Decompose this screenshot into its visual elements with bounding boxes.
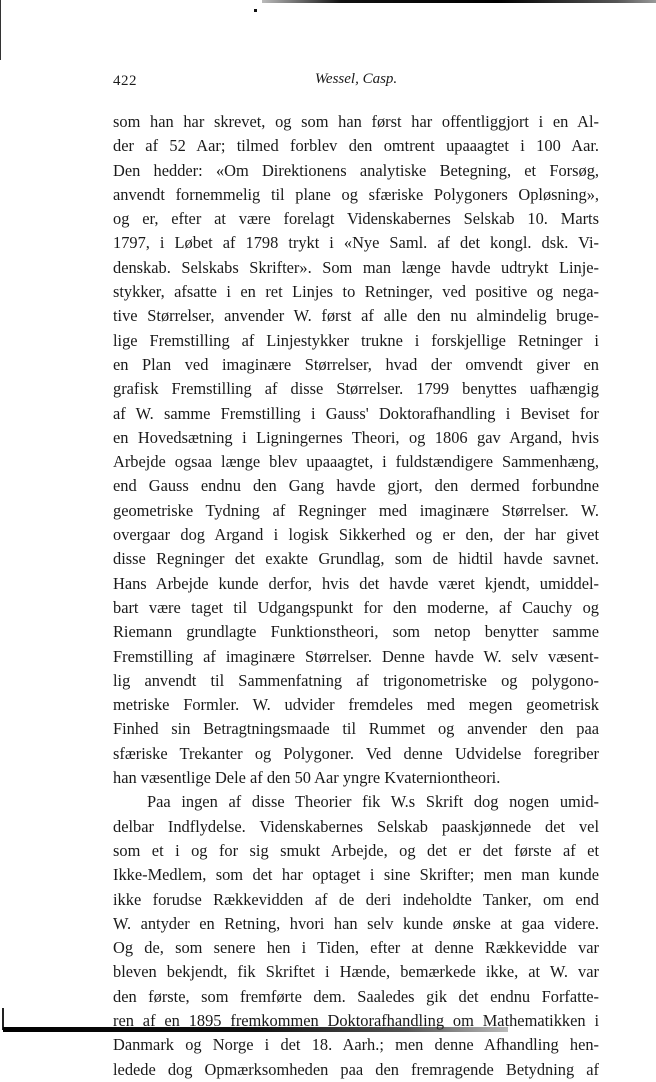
body-text: [113, 110, 599, 1082]
text-line: Riemann grundlagte Funktionstheori, som netop benytter samme: [113, 622, 599, 642]
page-header: [113, 73, 599, 97]
text-line: Fremstilling af imaginære Størrelser. Denne havde W. selv væsent-: [113, 646, 599, 666]
text-line: den første, som fremførte dem. Saaledes gik det endnu Forfatte-: [113, 986, 599, 1006]
scan-top-edge: [262, 0, 656, 3]
text-line: geometriske Tydning af Regninger med imaginære Størrelser. W.: [113, 500, 599, 520]
scan-left-edge: [0, 0, 1, 60]
text-line: Og de, som senere hen i Tiden, efter at denne Rækkevidde var: [113, 938, 599, 958]
text-line: stykker, afsatte i en ret Linjes to Retninger, ved positive og nega-: [113, 282, 599, 302]
text-line: W. antyder en Retning, hvori han selv kunde ønske at gaa videre.: [113, 913, 599, 933]
paragraph-first-line: Paa ingen af disse Theorier fik W.s Skrift dog nogen umid-: [147, 792, 599, 812]
text-line: denskab. Selskabs Skrifter». Som man længe havde udtrykt Linje-: [113, 257, 599, 277]
text-line: sfæriske Trekanter og Polygoner. Ved denne Udvidelse foregriber: [113, 743, 599, 763]
text-line: end Gauss endnu den Gang havde gjort, den dermed forbundne: [113, 476, 599, 496]
text-line: lig anvendt til Sammenfatning af trigonometriske og polygono-: [113, 670, 599, 690]
text-line: Arbejde ogsaa længe blev upaaagtet, i fuldstændigere Sammenhæng,: [113, 452, 599, 472]
text-line: af W. samme Fremstilling i Gauss' Doktorafhandling i Beviset for: [113, 403, 599, 423]
text-line: en Plan ved imaginære Størrelser, hvad der omvendt giver en: [113, 354, 599, 374]
text-line: Hans Arbejde kunde derfor, hvis det havde været kjendt, umiddel-: [113, 573, 599, 593]
scan-speck: [254, 9, 257, 12]
text-line: overgaar dog Argand i logisk Sikkerhed og er den, der har givet: [113, 525, 599, 545]
text-line: der af 52 Aar; tilmed forblev den omtrent upaaagtet i 100 Aar.: [113, 136, 599, 156]
text-line: metriske Formler. W. udvider fremdeles med megen geometrisk: [113, 695, 599, 715]
text-line: bleven bekjendt, fik Skriftet i Hænde, bemærkede ikke, at W. var: [113, 962, 599, 982]
text-line: disse Regninger det exakte Grundlag, som de hidtil havde savnet.: [113, 549, 599, 569]
page-number: 422: [113, 73, 137, 89]
text-line: han væsentlige Dele af den 50 Aar yngre Kvaterniontheori.: [113, 768, 501, 788]
text-line: grafisk Fremstilling af disse Størrelser. 1799 benyttes uafhængig: [113, 379, 599, 399]
text-line: Ikke-Medlem, som det har optaget i sine Skrifter; men man kunde: [113, 865, 599, 885]
text-line: ikke forudse Rækkevidden af de deri indeholdte Tanker, om end: [113, 889, 599, 909]
text-line: ren af en 1895 fremkommen Doktorafhandling om Mathematikken i: [113, 1010, 599, 1030]
text-line: delbar Indflydelse. Videnskabernes Selskab paaskjønnede det vel: [113, 816, 599, 836]
text-line: ledede dog Opmærksomheden paa den fremragende Betydning af: [113, 1059, 599, 1079]
text-line: 1797, i Løbet af 1798 trykt i «Nye Saml. af det kongl. dsk. Vi-: [113, 233, 599, 253]
text-line: som et i og for sig smukt Arbejde, og det er det første af et: [113, 840, 599, 860]
text-line: anvendt fornemmelig til plane og sfæriske Polygoners Opløsning»,: [113, 184, 599, 204]
text-line: tive Størrelser, anvender W. først af alle den nu almindelig bruge-: [113, 306, 599, 326]
text-line: lige Fremstilling af Linjestykker trukne i forskjellige Retninger i: [113, 330, 599, 350]
text-line: Finhed sin Betragtningsmaade til Rummet og anvender den paa: [113, 719, 599, 739]
text-line: en Hovedsætning i Ligningernes Theori, og 1806 gav Argand, hvis: [113, 427, 599, 447]
text-line: og er, efter at være forelagt Videnskabernes Selskab 10. Marts: [113, 209, 599, 229]
text-line: Den hedder: «Om Direktionens analytiske Betegning, et Forsøg,: [113, 160, 599, 180]
text-line: bart være taget til Udgangspunkt for den moderne, af Cauchy og: [113, 597, 599, 617]
text-line: Danmark og Norge i det 18. Aarh.; men denne Afhandling hen-: [113, 1035, 599, 1055]
paragraph-first-line: som han har skrevet, og som han først har offentliggjort i en Al-: [113, 112, 599, 131]
running-head: Wessel, Casp.: [314, 71, 398, 87]
